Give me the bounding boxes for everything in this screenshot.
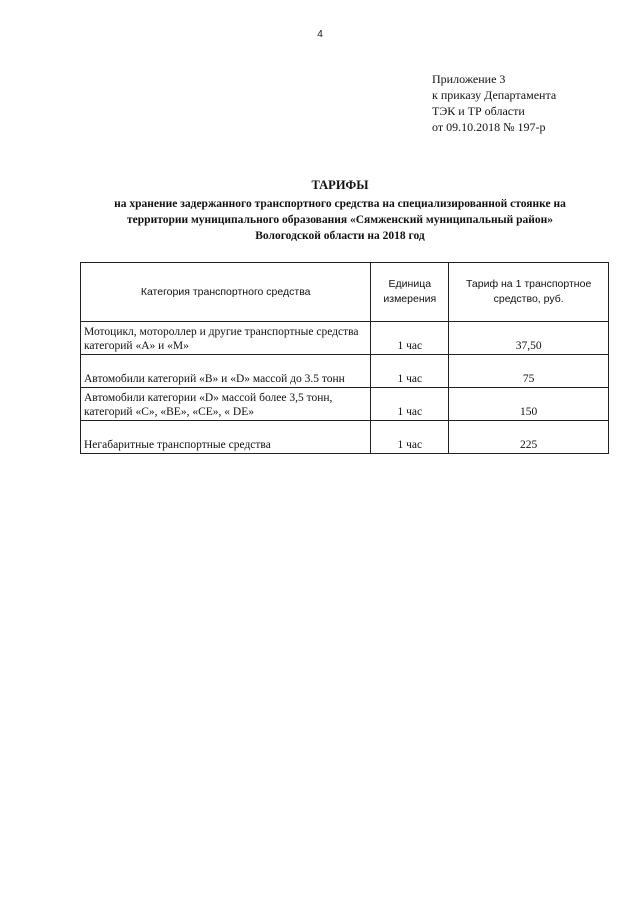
row-category: Автомобили категории «D» массой более 3,5 тонн, категорий «С», «ВЕ», «СЕ», « DE» <box>81 388 371 421</box>
table-row <box>81 355 609 388</box>
row-unit: 1 час <box>371 355 449 388</box>
row-category: Негабаритные транспортные средства <box>81 421 371 454</box>
appendix-note <box>432 71 556 135</box>
appendix-line: к приказу Департамента <box>432 88 557 102</box>
appendix-line: от 09.10.2018 № 197-р <box>432 120 546 134</box>
row-rate: 75 <box>449 355 609 388</box>
table-header-row <box>81 263 609 322</box>
header-rate: Тариф на 1 транспортное средство, руб. <box>449 263 609 322</box>
appendix-line: Приложение 3 <box>432 72 506 86</box>
title-main: ТАРИФЫ <box>311 178 369 192</box>
header-unit: Единица измерения <box>371 263 449 322</box>
table-row <box>81 388 609 421</box>
subtitle-line: Вологодской области на 2018 год <box>255 230 425 242</box>
row-rate: 225 <box>449 421 609 454</box>
subtitle-line: территории муниципального образования «Сямженский муниципальный район» <box>127 214 553 226</box>
title-subtitle <box>60 196 620 244</box>
document-title <box>60 176 620 244</box>
appendix-line: ТЭК и ТР области <box>432 104 525 118</box>
tariffs-table <box>80 262 609 454</box>
header-category: Категория транспортного средства <box>81 263 371 322</box>
row-category: Автомобили категорий «В» и «D» массой до 3.5 тонн <box>81 355 371 388</box>
row-category: Мотоцикл, мотороллер и другие транспортные средства категорий «А» и «М» <box>81 322 371 355</box>
row-rate: 37,50 <box>449 322 609 355</box>
row-unit: 1 час <box>371 388 449 421</box>
subtitle-line: на хранение задержанного транспортного средства на специализированной стоянке на <box>114 198 566 210</box>
table-row <box>81 421 609 454</box>
row-rate: 150 <box>449 388 609 421</box>
row-unit: 1 час <box>371 322 449 355</box>
page-number: 4 <box>317 29 323 40</box>
row-unit: 1 час <box>371 421 449 454</box>
table-row <box>81 322 609 355</box>
